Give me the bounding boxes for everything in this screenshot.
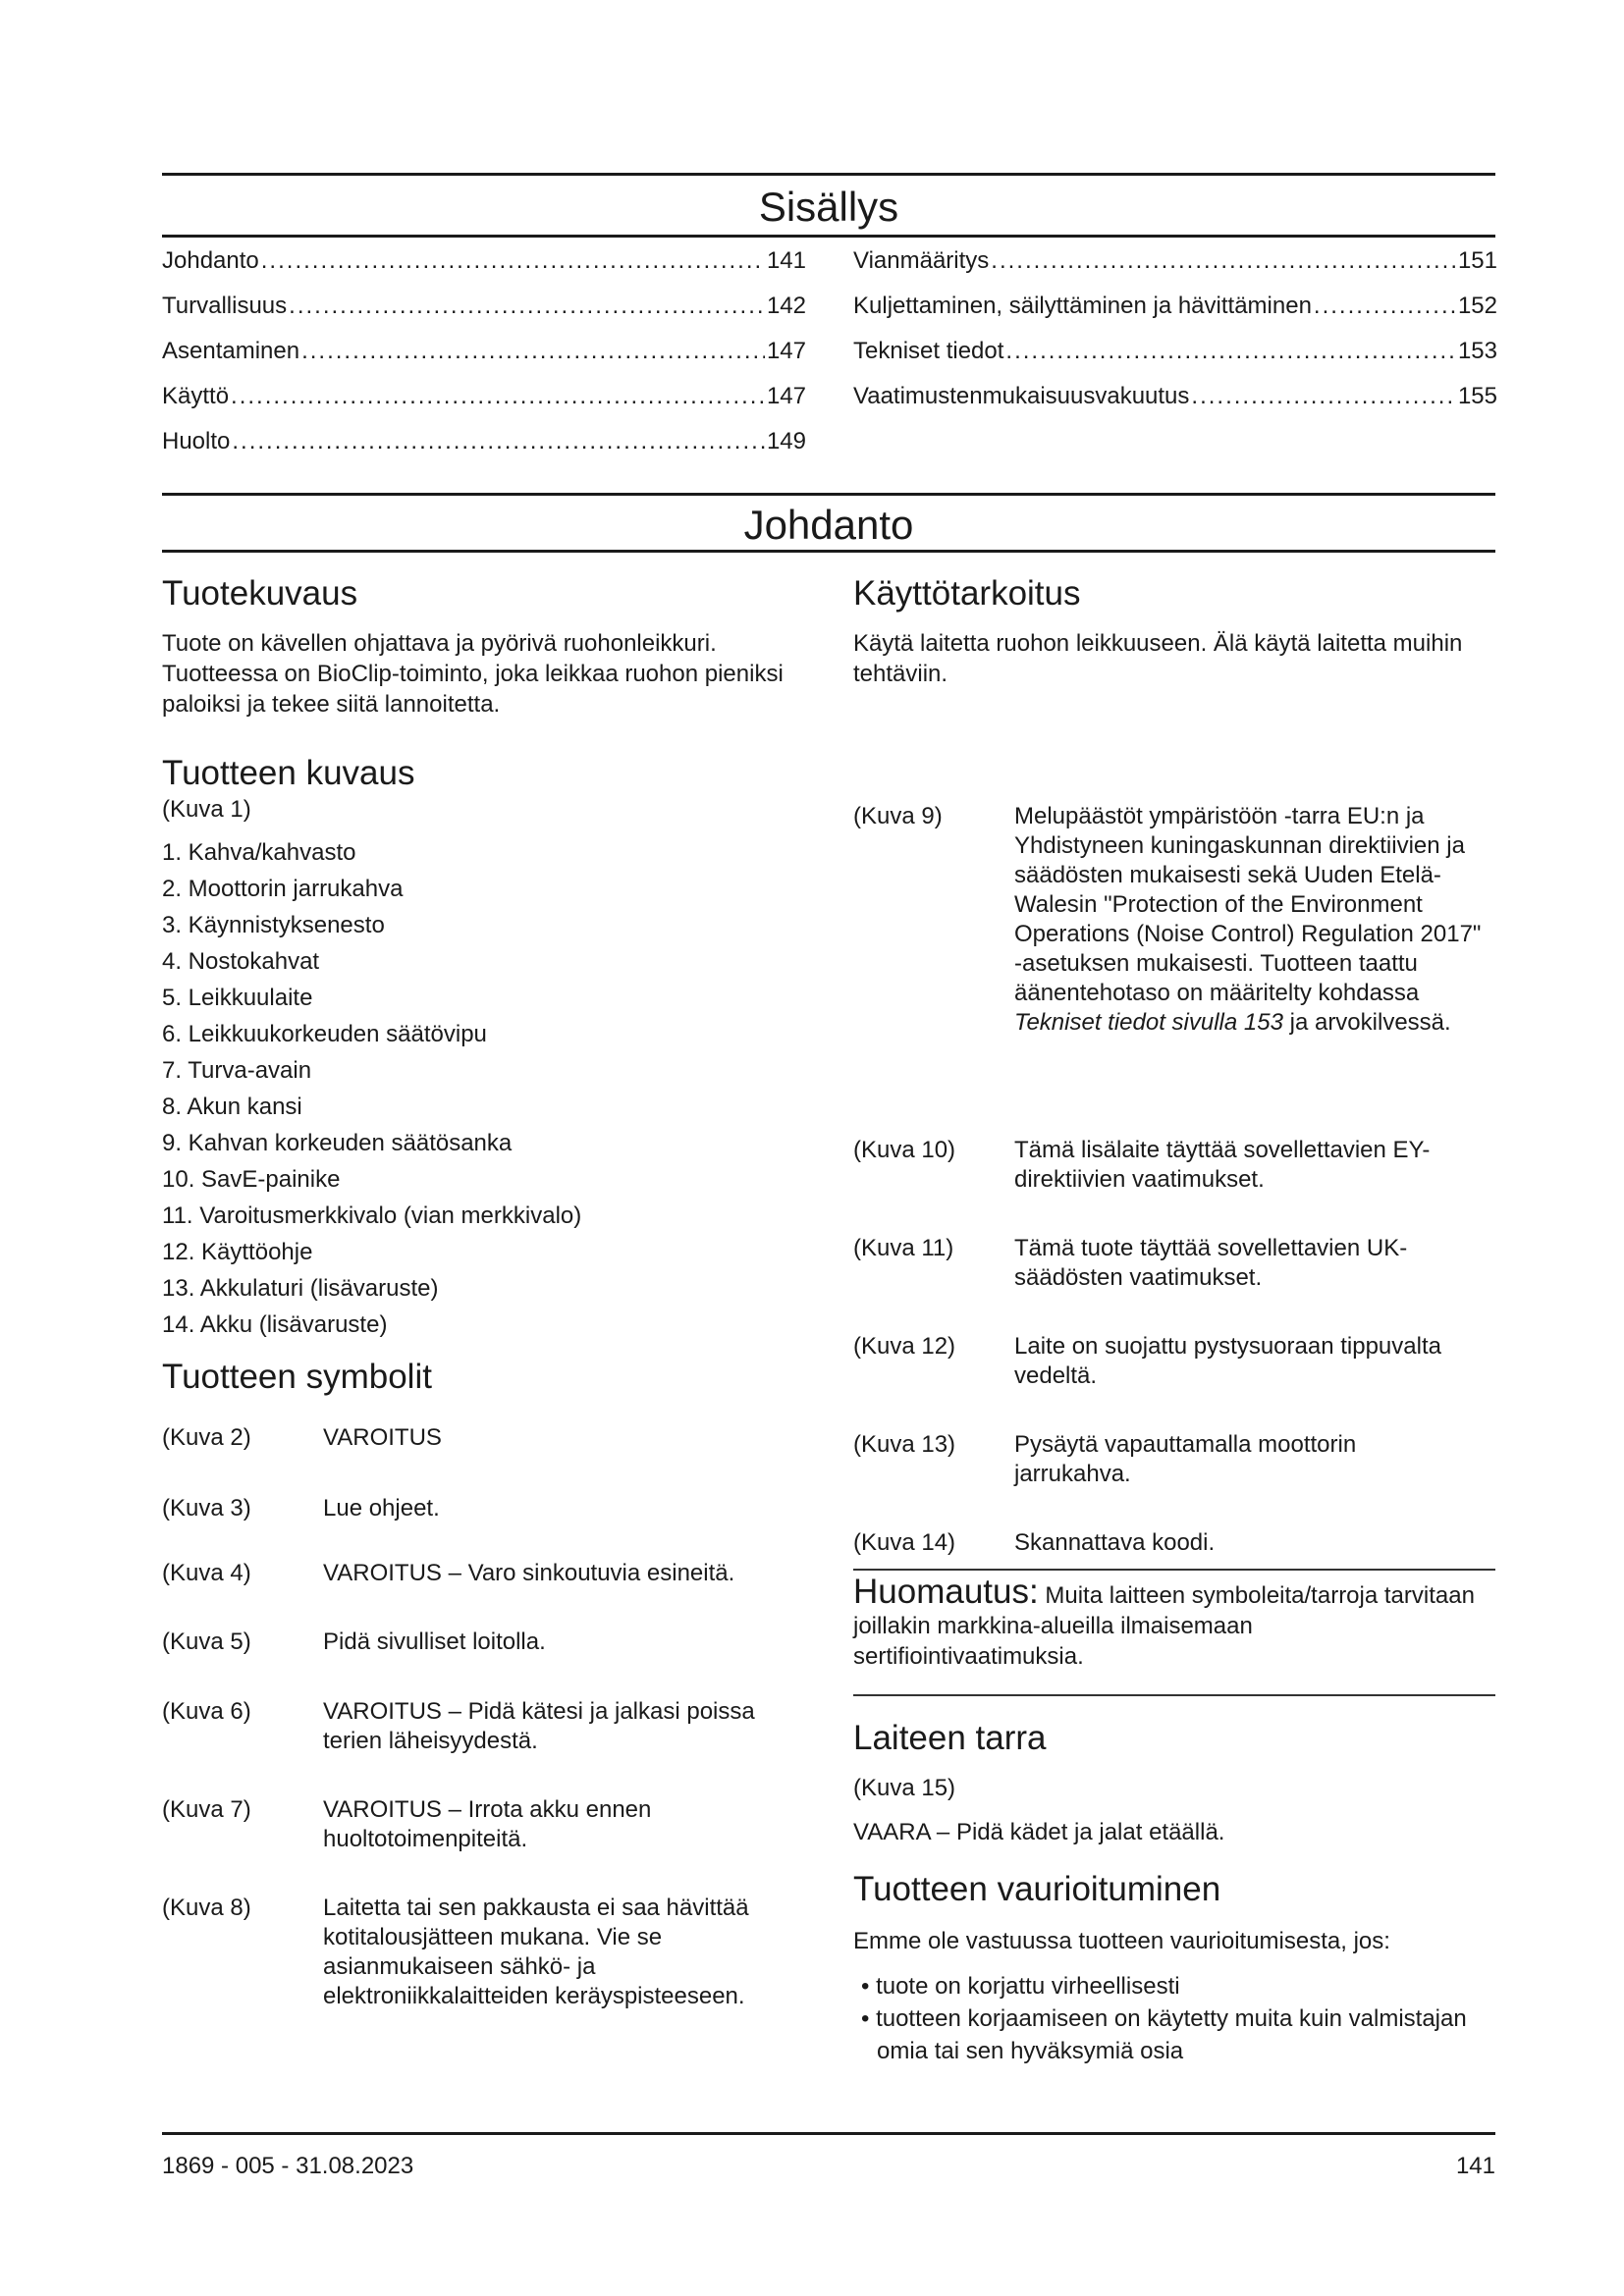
- list-item: 14. Akku (lisävaruste): [162, 1311, 388, 1338]
- list-item: 13. Akkulaturi (lisävaruste): [162, 1275, 439, 1302]
- toc-entry-title: Turvallisuus: [162, 293, 288, 319]
- left-column: [162, 573, 810, 2011]
- symbol-text: VAROITUS – Irrota akku ennen huoltotoimenpiteitä.: [323, 1796, 652, 1852]
- figure-ref: (Kuva 1): [162, 796, 251, 823]
- footer-rule: [162, 2132, 1495, 2135]
- list-item: 12. Käyttöohje: [162, 1239, 313, 1265]
- toc-right-column: [853, 247, 1497, 428]
- toc-top-rule: [162, 173, 1495, 176]
- damage-bullet-list: [853, 1970, 1495, 2067]
- list-item: 8. Akun kansi: [162, 1094, 302, 1120]
- toc-leader: [231, 383, 765, 410]
- list-item: 4. Nostokahvat: [162, 948, 320, 975]
- symbol-list-right: [853, 802, 1495, 1558]
- symbol-row: [162, 1894, 810, 2011]
- symbol-ref: (Kuva 13): [853, 1431, 956, 1458]
- heading-laiteen-tarra: Laiteen tarra: [853, 1719, 1047, 1757]
- cross-reference-link[interactable]: Tekniset tiedot sivulla 153: [1014, 1009, 1283, 1036]
- toc-leader: [991, 247, 1456, 275]
- toc-entry-page: 149: [766, 428, 806, 454]
- toc-entry[interactable]: [853, 247, 1497, 293]
- toc-entry[interactable]: [853, 383, 1497, 428]
- symbol-text: VAROITUS – Pidä kätesi ja jalkasi poissa terien läheisyydestä.: [323, 1698, 755, 1754]
- toc-entry-page: 147: [766, 338, 806, 364]
- toc-entry-page: 142: [766, 293, 806, 319]
- list-item: 5. Leikkuulaite: [162, 985, 313, 1011]
- toc-entry-page: 141: [766, 247, 806, 274]
- symbol-ref: (Kuva 6): [162, 1698, 251, 1725]
- toc-entry-title: Vaatimustenmukaisuusvakuutus: [853, 383, 1190, 409]
- symbol-row: [853, 1234, 1495, 1332]
- list-item: 10. SavE-painike: [162, 1166, 341, 1193]
- toc-leader: [1314, 293, 1456, 320]
- list-item: • tuote on korjattu virheellisesti: [861, 1973, 1180, 2000]
- figure-ref: (Kuva 15): [853, 1775, 956, 1801]
- symbol-ref: (Kuva 3): [162, 1495, 251, 1522]
- toc-entry-title: Kuljettaminen, säilyttäminen ja hävittäminen: [853, 293, 1312, 319]
- toc-entry-title: Huolto: [162, 428, 231, 454]
- symbol-text: Tämä tuote täyttää sovellettavien UK-säädösten vaatimukset.: [1014, 1235, 1408, 1291]
- symbol-ref: (Kuva 4): [162, 1560, 251, 1586]
- symbol-ref: (Kuva 9): [853, 803, 943, 829]
- note-box: [853, 1573, 1482, 1672]
- intended-use-text: Käytä laitetta ruohon leikkuuseen. Älä käytä laitetta muihin tehtäviin.: [853, 630, 1463, 687]
- section-title: Johdanto: [743, 502, 914, 548]
- toc-title: Sisällys: [758, 184, 899, 230]
- right-column: [853, 573, 1495, 1558]
- toc-entry-title: Asentaminen: [162, 338, 300, 364]
- note-label: Huomautus:: [853, 1573, 1039, 1611]
- symbol-ref: (Kuva 10): [853, 1137, 956, 1163]
- symbol-row: [853, 802, 1495, 1136]
- toc-leader: [301, 338, 765, 365]
- damage-intro: Emme ole vastuussa tuotteen vaurioitumisesta, jos:: [853, 1928, 1390, 1954]
- product-description-text: Tuote on kävellen ohjattava ja pyörivä ruohonleikkuri. Tuotteessa on BioClip-toiminto, joka leikkaa ruohon pieniksi paloiksi ja tekee siitä lannoitetta.: [162, 630, 784, 718]
- symbol-row: [853, 1332, 1495, 1430]
- section-top-rule: [162, 493, 1495, 496]
- toc-entry-page: 153: [1457, 338, 1497, 364]
- symbol-row: [162, 1795, 810, 1894]
- footer-doc-code: 1869 - 005 - 31.08.2023: [162, 2153, 414, 2179]
- toc-left-column: [162, 247, 806, 473]
- component-list: [162, 834, 810, 1343]
- symbol-text: Tämä lisälaite täyttää sovellettavien EY-direktiivien vaatimukset.: [1014, 1137, 1431, 1193]
- symbol-text: Laite on suojattu pystysuoraan tippuvalta vedeltä.: [1014, 1333, 1441, 1389]
- section-bottom-rule: [162, 550, 1495, 553]
- symbol-ref: (Kuva 2): [162, 1424, 251, 1451]
- right-column-lower: [853, 1718, 1495, 2067]
- toc-leader: [1005, 338, 1456, 365]
- toc-entry-page: 155: [1457, 383, 1497, 409]
- toc-entry[interactable]: [853, 338, 1497, 383]
- list-item: 6. Leikkuukorkeuden säätövipu: [162, 1021, 487, 1047]
- heading-tuotekuvaus: Tuotekuvaus: [162, 574, 358, 613]
- symbol-text: Pysäytä vapauttamalla moottorin jarrukahva.: [1014, 1431, 1357, 1487]
- symbol-text: Lue ohjeet.: [323, 1495, 440, 1522]
- symbol-row: [853, 1528, 1495, 1558]
- toc-entry-title: Vianmääritys: [853, 247, 990, 274]
- device-label-text: VAARA – Pidä kädet ja jalat etäällä.: [853, 1819, 1225, 1845]
- toc-leader: [232, 428, 765, 455]
- note-text: Huomautus: Muita laitteen symboleita/tarroja tarvitaan joillakin markkina-alueilla ilmaisemaan sertifiointivaatimuksia.: [853, 1573, 1475, 1670]
- list-item: 1. Kahva/kahvasto: [162, 839, 356, 866]
- symbol-text: Laitetta tai sen pakkausta ei saa hävittää kotitalousjätteen mukana. Vie se asianmukaiseen sähkö- ja elektroniikkalaitteiden keräyspisteeseen.: [323, 1895, 749, 2009]
- toc-entry[interactable]: [853, 293, 1497, 338]
- toc-entry-page: 151: [1457, 247, 1497, 274]
- symbol-text: Melupäästöt ympäristöön -tarra EU:n ja Yhdistyneen kuningaskunnan direktiivien ja säädösten mukaisesti sekä Uuden Etelä-Walesin "Protection of the Environment Operations (Noise Control) Regulation 2017" -asetuksen mukaisesti. Tuotteen taattu äänentehotaso on määritelty kohdassa Tekniset tiedot sivulla 153 ja arvokilvessä.: [1014, 803, 1482, 1036]
- toc-entry-page: 147: [766, 383, 806, 409]
- list-item: 11. Varoitusmerkkivalo (vian merkkivalo): [162, 1202, 582, 1229]
- heading-tuotteen-kuvaus: Tuotteen kuvaus: [162, 754, 415, 792]
- symbol-row: [162, 1697, 810, 1795]
- toc-entry-title: Johdanto: [162, 247, 259, 274]
- list-item: • tuotteen korjaamiseen on käytetty muita kuin valmistajan omia tai sen hyväksymiä osia: [861, 2005, 1467, 2064]
- symbol-row: [853, 1430, 1495, 1528]
- toc-leader: [261, 247, 765, 275]
- toc-entry[interactable]: [162, 428, 806, 473]
- toc-entry[interactable]: [162, 383, 806, 428]
- symbol-text: Pidä sivulliset loitolla.: [323, 1629, 546, 1655]
- symbol-row: [853, 1136, 1495, 1234]
- footer-page-number: 141: [1455, 2153, 1495, 2179]
- symbol-row: [162, 1559, 810, 1628]
- note-top-rule: [853, 1569, 1495, 1571]
- symbol-row: [162, 1628, 810, 1697]
- symbol-ref: (Kuva 7): [162, 1796, 251, 1823]
- symbol-text: Skannattava koodi.: [1014, 1529, 1216, 1556]
- toc-entry-title: Tekniset tiedot: [853, 338, 1004, 364]
- symbol-ref: (Kuva 12): [853, 1333, 956, 1360]
- heading-tuotteen-vaurioituminen: Tuotteen vaurioituminen: [853, 1870, 1221, 1908]
- heading-tuotteen-symbolit: Tuotteen symbolit: [162, 1358, 432, 1396]
- symbol-text: VAROITUS – Varo sinkoutuvia esineitä.: [323, 1560, 735, 1586]
- list-item: 2. Moottorin jarrukahva: [162, 876, 404, 902]
- list-item: 3. Käynnistyksenesto: [162, 912, 385, 938]
- list-item: 9. Kahvan korkeuden säätösanka: [162, 1130, 513, 1156]
- symbol-row: [162, 1494, 810, 1559]
- symbol-ref: (Kuva 8): [162, 1895, 251, 1921]
- toc-entry[interactable]: [162, 293, 806, 338]
- toc-entry[interactable]: [162, 338, 806, 383]
- symbol-ref: (Kuva 11): [853, 1235, 954, 1261]
- symbol-ref: (Kuva 14): [853, 1529, 956, 1556]
- symbol-ref: (Kuva 5): [162, 1629, 251, 1655]
- heading-kayttotarkoitus: Käyttötarkoitus: [853, 574, 1081, 613]
- toc-leader: [289, 293, 765, 320]
- note-bottom-rule: [853, 1694, 1495, 1696]
- toc-leader: [1191, 383, 1456, 410]
- list-item: 7. Turva-avain: [162, 1057, 312, 1084]
- symbol-list-left: [162, 1423, 810, 2011]
- symbol-row: [162, 1423, 810, 1494]
- toc-entry-title: Käyttö: [162, 383, 230, 409]
- toc-entry-page: 152: [1457, 293, 1497, 319]
- toc-bottom-rule: [162, 235, 1495, 238]
- toc-entry[interactable]: [162, 247, 806, 293]
- symbol-text: VAROITUS: [323, 1424, 442, 1451]
